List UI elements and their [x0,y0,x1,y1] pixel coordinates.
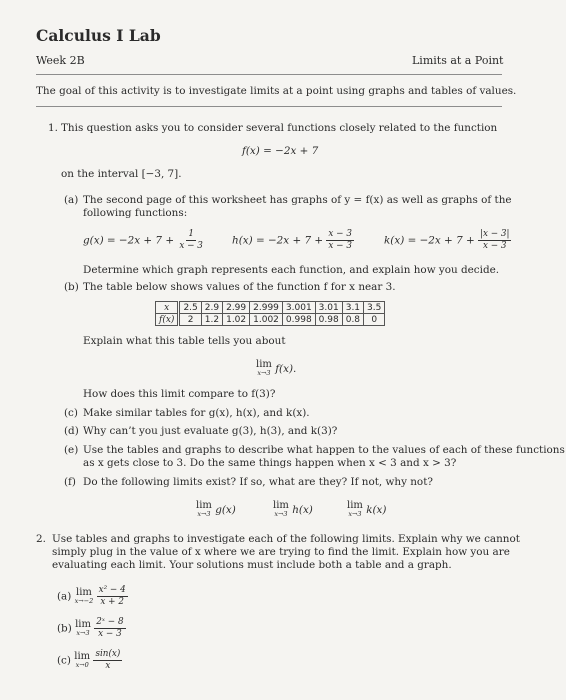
table-cell: 3.5 [364,302,385,314]
q2b-denominator: x − 3 [98,629,122,639]
q1f-text: Do the following limits exist? If so, what are they? If not, why not? [83,476,433,488]
q2a-denominator: x + 2 [100,597,124,607]
q2c-limit [57,649,122,672]
table-cell: 1.02 [223,314,250,326]
q2c-label: (c) [57,654,71,667]
table-cell: 3.01 [315,302,342,314]
q1b-text: The table below shows values of the function f for x near 3. [83,281,396,293]
q2c-denominator: x [105,661,111,671]
limit-operator [75,588,94,606]
h-function [232,229,354,252]
q1b-limit [256,360,296,378]
q2-number: 2. [36,533,46,545]
limit-word: lim [75,618,91,630]
limit-function: k(x) [366,504,387,516]
limit-operator [75,620,91,638]
h-function-lhs: h(x) = −2x + 7 + [232,234,324,247]
limit-subscript: x→3 [257,369,271,377]
q1-number: 1. [48,122,58,134]
q1c-text: Make similar tables for g(x), h(x), and k(x). [83,407,310,419]
q2-text-line2: simply plug in the value of x where we are trying to find the limit. Explain how you are [52,546,510,558]
limit-word: lim [273,500,289,511]
h-numerator: x − 3 [328,229,352,239]
q2a-numerator: x² − 4 [98,585,126,595]
q1a-text-line1: The second page of this worksheet has graphs of y = f(x) as well as graphs of the [83,194,512,206]
limit-h [273,501,313,519]
k-numerator: |x − 3| [480,229,510,239]
limit-operator [273,501,289,519]
table-f-header: f(x) [156,314,179,326]
limit-subscript: x→0 [75,660,89,669]
q1a-label: (a) [64,194,79,206]
q2-text-line3: evaluating each limit. Your solutions must include both a table and a graph. [52,559,452,571]
g-fraction [177,229,205,252]
limit-subscript: x→3 [274,510,288,518]
goal-rule [36,106,502,107]
table-cell: 3.1 [342,302,363,314]
q1-interval: on the interval [−3, 7]. [61,168,182,180]
limit-subscript: x→3 [197,510,211,518]
table-cell: 1.2 [201,314,222,326]
k-function [384,229,511,252]
q2a-fraction [97,585,128,608]
q1d-label: (d) [64,425,79,437]
table-cell: 0.998 [282,314,315,326]
limit-g [196,501,236,519]
g-function-lhs: g(x) = −2x + 7 + [83,234,175,247]
limit-word: lim [74,650,91,662]
table-cell: 2.999 [250,302,283,314]
table-cell: 3.001 [282,302,315,314]
q1e-text-line1: Use the tables and graphs to describe what happen to the values of each of these functions [83,444,565,456]
topic-label: Limits at a Point [412,54,504,67]
k-fraction [478,229,511,252]
q2c-fraction [93,649,122,672]
q2c-numerator: sin(x) [95,649,121,659]
table-cell: 0 [364,314,385,326]
limit-word: lim [76,586,92,598]
page-title: Calculus I Lab [36,26,161,45]
k-denominator: x − 3 [482,241,507,251]
table-cell: 0.98 [315,314,342,326]
limit-k [347,501,386,519]
q1f-label: (f) [64,476,76,488]
q2b-label: (b) [57,622,72,635]
q1c-label: (c) [64,407,78,419]
q2-text-line1: Use tables and graphs to investigate each of the following limits. Explain why we cannot [52,533,520,545]
g-function [83,229,205,252]
table-x-header: x [156,302,179,314]
q1-main-function: f(x) = −2x + 7 [242,145,319,157]
q2a-limit [57,585,128,608]
q2b-numerator: 2ˣ − 8 [96,617,124,627]
q1a-text-line2: following functions: [83,207,188,219]
q1b-explain: Explain what this table tells you about [83,335,286,347]
table-cell: 0.8 [342,314,363,326]
limit-operator [256,360,272,378]
table-cell: 2.5 [179,302,201,314]
limit-subscript: x→3 [76,628,90,637]
table-row-x [156,302,385,314]
limit-operator [347,501,363,519]
q2b-limit [57,617,126,640]
week-label: Week 2B [36,54,85,67]
g-denominator: x − 3 [179,241,203,251]
k-function-lhs: k(x) = −2x + 7 + [384,234,475,247]
table-row-f [156,314,385,326]
q1b-label: (b) [64,281,79,293]
table-cell: 2 [179,314,201,326]
h-fraction [326,229,354,252]
limit-subscript: x→−2 [74,596,94,605]
limit-function: f(x). [275,363,297,375]
limit-function: g(x) [215,504,236,516]
limit-word: lim [196,500,212,511]
limit-operator [74,652,90,670]
table-cell: 2.99 [223,302,250,314]
values-table [155,301,385,326]
g-numerator: 1 [188,229,194,239]
q1d-text: Why can’t you just evaluate g(3), h(3), and k(3)? [83,425,338,437]
q2a-label: (a) [57,590,72,603]
limit-function: h(x) [292,504,313,516]
table-cell: 1.002 [250,314,283,326]
q2b-fraction [94,617,125,640]
q1e-text-line2: as x gets close to 3. Do the same things happen when x < 3 and x > 3? [83,457,457,469]
limit-operator [196,501,212,519]
q1a-determine: Determine which graph represents each function, and explain how you decide. [83,264,500,276]
table-cell: 2.9 [201,302,222,314]
q1b-compare: How does this limit compare to f(3)? [83,388,276,400]
h-denominator: x − 3 [328,241,352,251]
header-rule [36,74,502,75]
limit-word: lim [256,359,272,370]
q1-intro: This question asks you to consider several functions closely related to the function [61,122,498,134]
limit-word: lim [347,500,363,511]
goal-statement: The goal of this activity is to investigate limits at a point using graphs and tables of values. [36,85,517,97]
limit-subscript: x→3 [348,510,362,518]
q1e-label: (e) [64,444,79,456]
